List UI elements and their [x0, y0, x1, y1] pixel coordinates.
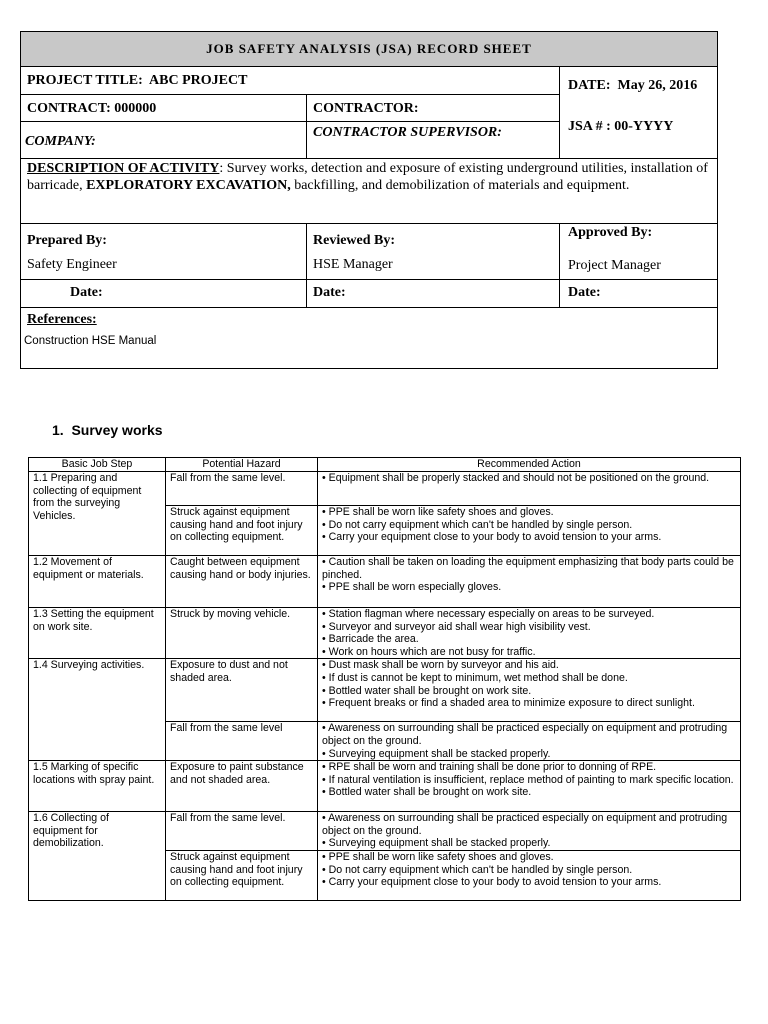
prepared-date-label: Date: [70, 285, 103, 300]
action-item: • Work on hours which are not busy for traffic. [322, 646, 736, 659]
column-header: Basic Job Step [29, 458, 166, 472]
action-list [322, 722, 736, 760]
approved-by-value: Project Manager [568, 258, 661, 273]
action-item: • Do not carry equipment which can't be handled by single person. [322, 864, 736, 877]
hazard-cell: Fall from the same level. [166, 472, 318, 506]
description-part2: backfilling, and demobilization of materials and equipment. [290, 178, 630, 193]
action-list [322, 851, 736, 889]
action-item: • Bottled water shall be brought on work site. [322, 786, 736, 799]
description-bold: EXPLORATORY EXCAVATION, [86, 178, 291, 193]
table-row [29, 556, 741, 608]
jsa-record-sheet [20, 31, 718, 369]
date-value: May 26, 2016 [617, 78, 698, 93]
table-row [29, 608, 741, 659]
action-item: • Surveying equipment shall be stacked properly. [322, 748, 736, 761]
references-value: Construction HSE Manual [24, 335, 157, 347]
description-label: DESCRIPTION OF ACTIVITY [27, 161, 220, 176]
job-step-cell: 1.5 Marking of specific locations with spray paint. [29, 761, 166, 812]
table-row [29, 812, 741, 851]
action-cell [318, 722, 741, 761]
job-step-cell: 1.2 Movement of equipment or materials. [29, 556, 166, 608]
action-item: • Do not carry equipment which can't be handled by single person. [322, 519, 736, 532]
action-list [322, 659, 736, 709]
company-label: COMPANY: [25, 134, 96, 149]
action-item: • Bottled water shall be brought on work site. [322, 685, 736, 698]
action-item: • PPE shall be worn like safety shoes and gloves. [322, 506, 736, 519]
hazard-cell: Exposure to dust and not shaded area. [166, 659, 318, 722]
section-heading [52, 422, 163, 438]
hazard-cell: Exposure to paint substance and not shaded area. [166, 761, 318, 812]
action-item: • Awareness on surrounding shall be practiced especially on equipment and protruding object on the ground. [322, 812, 736, 837]
hazard-cell: Caught between equipment causing hand or body injuries. [166, 556, 318, 608]
contractor-supervisor-label: CONTRACTOR SUPERVISOR: [313, 125, 502, 140]
sheet-title: JOB SAFETY ANALYSIS (JSA) RECORD SHEET [21, 32, 717, 67]
description-part1: : Survey works, detection and exposure of existing underground utilities, installation of barricade, [27, 161, 708, 193]
action-item: • Dust mask shall be worn by surveyor and his aid. [322, 659, 736, 672]
action-list [322, 608, 736, 658]
action-cell [318, 812, 741, 851]
action-item: • PPE shall be worn like safety shoes and gloves. [322, 851, 736, 864]
hazard-cell: Struck against equipment causing hand and foot injury on collecting equipment. [166, 506, 318, 556]
hazard-cell: Struck by moving vehicle. [166, 608, 318, 659]
action-item: • Barricade the area. [322, 633, 736, 646]
date-label: DATE [568, 78, 606, 93]
approved-date-label: Date: [568, 285, 601, 300]
action-item: • If natural ventilation is insufficient, replace method of painting to mark specific location. [322, 774, 736, 787]
jsa-number-row [568, 119, 673, 135]
jsa-value: 00-YYYY [614, 119, 674, 134]
hazard-cell: Fall from the same level [166, 722, 318, 761]
column-header: Potential Hazard [166, 458, 318, 472]
action-item: • If dust is cannot be kept to minimum, wet method shall be done. [322, 672, 736, 685]
hazard-cell: Fall from the same level. [166, 812, 318, 851]
section-title: Survey works [71, 422, 163, 438]
table-header-row [29, 458, 741, 472]
action-item: • Frequent breaks or find a shaded area to minimize exposure to direct sunlight. [322, 697, 736, 710]
action-list [322, 506, 736, 544]
table-row [29, 472, 741, 506]
action-item: • Awareness on surrounding shall be practiced especially on equipment and protruding object on the ground. [322, 722, 736, 747]
action-item: • Station flagman where necessary especially on areas to be surveyed. [322, 608, 736, 621]
job-step-cell: 1.1 Preparing and collecting of equipment from the surveying Vehicles. [29, 472, 166, 556]
table-row [29, 659, 741, 722]
action-item: • Surveyor and surveyor aid shall wear high visibility vest. [322, 621, 736, 634]
action-item: • Carry your equipment close to your body to avoid tension to your arms. [322, 876, 736, 889]
action-list [322, 761, 736, 799]
job-step-cell: 1.3 Setting the equipment on work site. [29, 608, 166, 659]
project-title-label: PROJECT TITLE: [27, 73, 143, 88]
action-cell [318, 850, 741, 900]
action-cell [318, 556, 741, 608]
contractor-label: CONTRACTOR: [313, 101, 419, 116]
activity-description [27, 160, 715, 194]
action-cell [318, 659, 741, 722]
reviewed-date-label: Date: [313, 285, 346, 300]
action-cell [318, 608, 741, 659]
jsa-table [28, 457, 741, 901]
references-label: References: [27, 312, 97, 327]
prepared-by-label: Prepared By: [27, 233, 107, 248]
contract-value: 000000 [114, 101, 157, 116]
reviewed-by-value: HSE Manager [313, 257, 393, 272]
jsa-label: JSA # : [568, 119, 611, 134]
action-cell [318, 506, 741, 556]
action-item: • Carry your equipment close to your body to avoid tension to your arms. [322, 531, 736, 544]
action-list [322, 556, 736, 594]
action-item: • Equipment shall be properly stacked and should not be positioned on the ground. [322, 472, 736, 485]
column-header: Recommended Action [318, 458, 741, 472]
prepared-by-value: Safety Engineer [27, 257, 117, 272]
date-row: DATE: May 26, 2016 [568, 78, 698, 93]
action-item: • RPE shall be worn and training shall be done prior to donning of RPE. [322, 761, 736, 774]
project-title-row [27, 73, 247, 89]
table-row [29, 761, 741, 812]
action-cell [318, 761, 741, 812]
job-step-cell: 1.4 Surveying activities. [29, 659, 166, 761]
contract-label: CONTRACT: [27, 101, 111, 116]
contract-row [27, 101, 156, 117]
action-cell [318, 472, 741, 506]
hazard-cell: Struck against equipment causing hand and foot injury on collecting equipment. [166, 850, 318, 900]
action-item: • Caution shall be taken on loading the equipment emphasizing that body parts could be pinched. [322, 556, 736, 581]
project-title-value: ABC PROJECT [149, 73, 248, 88]
section-number: 1. [52, 422, 64, 438]
approved-by-label: Approved By: [568, 225, 653, 240]
action-item: • PPE shall be worn especially gloves. [322, 581, 736, 594]
reviewed-by-label: Reviewed By: [313, 233, 396, 248]
action-list [322, 472, 736, 485]
action-list [322, 812, 736, 850]
job-step-cell: 1.6 Collecting of equipment for demobilization. [29, 812, 166, 901]
action-item: • Surveying equipment shall be stacked properly. [322, 837, 736, 850]
table-body [29, 472, 741, 901]
